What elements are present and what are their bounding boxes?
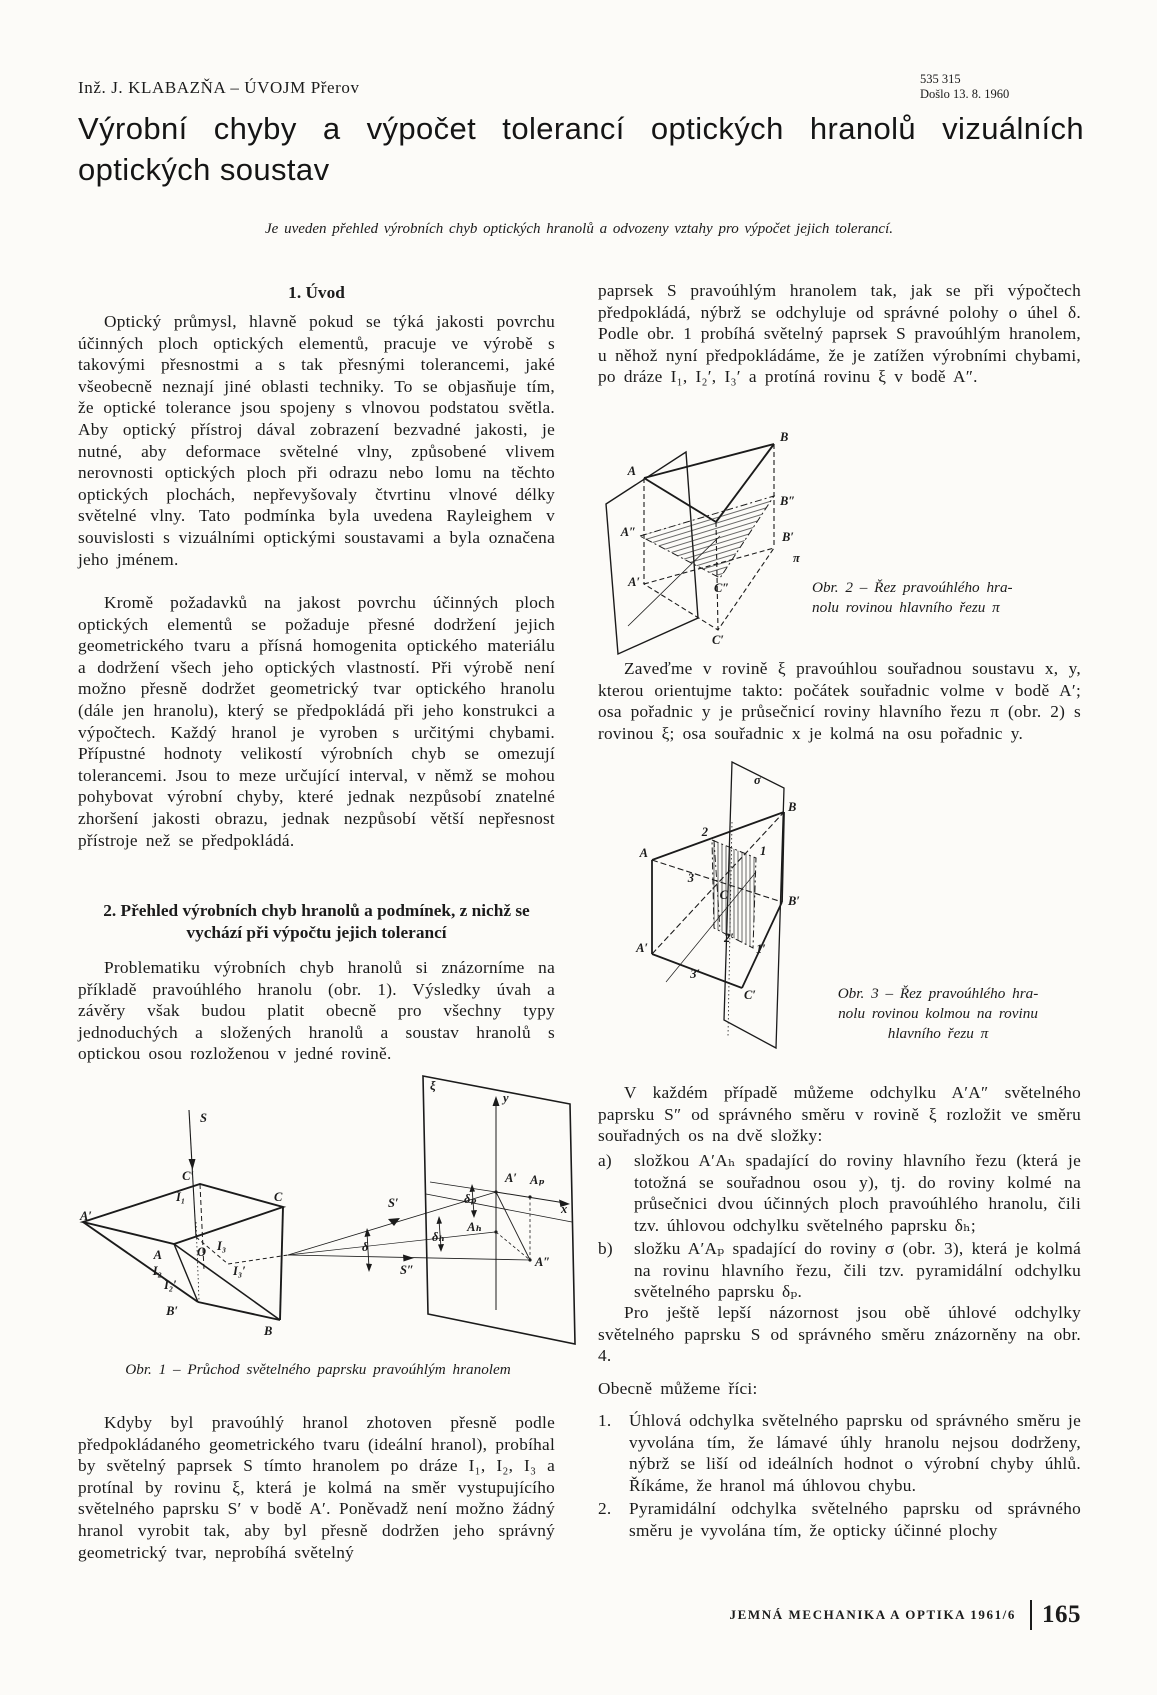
footer-divider — [1030, 1600, 1032, 1630]
figure-3-caption-line3: hlavního řezu π — [887, 1025, 989, 1042]
svg-text:C: C — [719, 888, 728, 902]
paragraph: Kromě požadavků na jakost povrchu účinných ploch optických elementů se požaduje přesné dodržení jejich geometrického tvaru a přísná homogenita optického materiálu a dodržení všech jeho optických vlastností. Při výrobě není možno přesně dodržet geometrický tvar optického hranolu (dále jen hranolu), který se předpokládá při jeho konstrukci a výpočtech. Každý hranol je vyroben s určitými chybami. Přípustné hodnoty velikostí výrobních chyb se omezují tolerancemi. Jsou to meze určující interval, v němž se mohou pohybovat výrobní chyby, které jednak nezpůsobí znatelné zhoršení jakosti obrazu, jednak nezpůsobí větší nepřesnost přístroje než se předpokládá. — [78, 593, 555, 850]
svg-text:B′: B′ — [166, 1304, 178, 1318]
article-title — [78, 108, 1084, 190]
paragraph: paprsek S pravoúhlým hranolem tak, jak se při výpočtech předpokládá, nýbrž se odchyluje od správné polohy o úhel δ. Podle obr. 1 probíhá světelný paprsek S pravoúhlým hranolem, u něhož nyní předpokládáme, že je zatížen výrobními chybami, po dráze I₁, I₂′, I₃′ a protíná rovinu ξ v bodě A″. — [598, 281, 1081, 387]
paragraph: Kdyby byl pravoúhlý hranol zhotoven přesně podle předpokládaného geometrického tvaru (ideální hranol), probíhal by světelný paprsek S tímto hranolem po dráze I₁, I₂, I₃ a protínal by rovinu ξ, která je kolmá na směr vystupujícího světelného paprsku S′ v bodě A′. Poněvadž není možno žádný hranol vyrobit tak, aby byl přesně dodržen jeho správný geometrický tvar, neprobíhá světelný — [78, 1413, 555, 1562]
section-1-heading: 1. Úvod — [288, 283, 345, 302]
svg-text:O: O — [196, 1245, 206, 1259]
list-item-b — [598, 1238, 1081, 1303]
svg-text:C″: C″ — [714, 581, 730, 595]
figure-3-caption — [796, 984, 1080, 1044]
numbered-item-1-marker: 1. — [598, 1411, 612, 1430]
reference-code: 535 315 — [920, 72, 961, 86]
paragraph: V každém případě můžeme odchylku A′A″ světelného paprsku S″ od správného směru v rovině ξ rozložit ve směru souřadných os na dvě složky: — [598, 1083, 1081, 1146]
article-title-line1: Výrobní chyby a výpočet tolerancí optických hranolů vizuálních — [78, 111, 1084, 146]
journal-name: JEMNÁ MECHANIKA A OPTIKA 1961/6 — [729, 1607, 1016, 1622]
svg-text:A′: A′ — [505, 1171, 517, 1185]
paragraph: Pro ještě lepší názornost jsou obě úhlové odchylky světelného paprsku S od správného směru znázorněny na obr. 4. — [598, 1303, 1081, 1366]
numbered-item-2 — [598, 1498, 1081, 1541]
figure-3-caption-line1: Obr. 3 – Řez pravoúhlého hra- — [837, 985, 1039, 1002]
svg-text:σ: σ — [754, 773, 761, 787]
list-item-b-marker: b) — [598, 1239, 613, 1258]
svg-text:Aₕ: Aₕ — [467, 1220, 482, 1234]
svg-text:1′: 1′ — [756, 942, 766, 956]
author-line: Inž. J. KLABAZŇA – ÚVOJM Přerov — [78, 78, 360, 97]
svg-text:π: π — [793, 551, 800, 565]
page-footer — [598, 1600, 1081, 1630]
svg-text:A″: A″ — [620, 525, 636, 539]
numbered-item-1-text: Úhlová odchylka světelného paprsku od správného směru je vyvolána tím, že lámavé úhly hranolu nejsou dodrženy, nýbrž se liší od ideálních hodnot o výrobní chyby úhlů. Říkáme, že hranol má úhlovou chybu. — [629, 1411, 1081, 1495]
svg-text:δₚ: δₚ — [464, 1192, 477, 1206]
figure-3-caption-line2: nolu rovinou kolmou na rovinu — [838, 1005, 1038, 1022]
svg-text:ξ: ξ — [430, 1079, 436, 1093]
svg-text:δ: δ — [362, 1240, 369, 1254]
svg-text:B′: B′ — [788, 894, 800, 908]
list-item-a-text: složkou A′Aₕ spadající do roviny hlavního řezu (která je totožná se souřadnou osou y), tj. do roviny kolmé na průsečnici dvou účinných ploch pravoúhlého hranolu, čili tzv. úhlovou odchylku světelného paprsku δₕ; — [634, 1151, 1081, 1235]
svg-text:I₂′: I₂′ — [164, 1278, 177, 1292]
list-item-a — [598, 1150, 1081, 1236]
svg-text:2: 2 — [701, 825, 708, 839]
svg-text:A′: A′ — [628, 575, 640, 589]
svg-text:Aₚ: Aₚ — [530, 1173, 545, 1187]
page-number: 165 — [1042, 1601, 1081, 1628]
svg-text:B′: B′ — [782, 530, 794, 544]
svg-text:B″: B″ — [780, 494, 796, 508]
svg-text:I₁: I₁ — [176, 1190, 186, 1204]
article-title-line2: optických soustav — [78, 152, 330, 187]
svg-text:A′: A′ — [80, 1209, 92, 1223]
svg-text:B: B — [780, 430, 789, 444]
svg-text:B: B — [788, 800, 797, 814]
paragraph: Obecně můžeme říci: — [598, 1379, 758, 1398]
numbered-item-2-text: Pyramidální odchylka světelného paprsku od správného směru je vyvolána tím, že opticky účinné plochy — [629, 1499, 1081, 1540]
svg-text:C′: C′ — [744, 988, 756, 1002]
svg-text:C: C — [274, 1190, 283, 1204]
svg-text:δₕ: δₕ — [432, 1230, 445, 1244]
svg-text:A′: A′ — [636, 941, 648, 955]
list-item-b-text: složku A′Aₚ spadající do roviny σ (obr. 3), která je kolmá na rovinu hlavního řezu, čili tzv. pyramidální odchylku světelného paprsku δₚ. — [634, 1239, 1081, 1302]
svg-text:I₂: I₂ — [152, 1264, 162, 1278]
svg-text:x: x — [561, 1202, 568, 1216]
svg-text:A: A — [639, 846, 648, 860]
figure-2-caption — [812, 578, 1084, 618]
svg-text:S′: S′ — [388, 1196, 399, 1210]
list-item-a-marker: a) — [598, 1151, 612, 1170]
svg-text:S: S — [200, 1111, 207, 1125]
figure-2-principal-section-diagram — [598, 416, 808, 656]
svg-text:A: A — [627, 464, 636, 478]
abstract: Je uveden přehled výrobních chyb optických hranolů a odvozeny vztahy pro výpočet jejich tolerancí. — [265, 221, 893, 237]
svg-text:I₃: I₃ — [217, 1239, 227, 1253]
figure-1-caption: Obr. 1 – Průchod světelného paprsku pravoúhlým hranolem — [125, 1361, 511, 1378]
svg-text:3: 3 — [687, 871, 694, 885]
figure-2-caption-line1: Obr. 2 – Řez pravoúhlého hra- — [812, 579, 1013, 596]
svg-text:3′: 3′ — [690, 967, 700, 981]
received-date: Došlo 13. 8. 1960 — [920, 87, 1010, 101]
svg-text:C′: C′ — [712, 633, 724, 647]
svg-text:S″: S″ — [400, 1263, 414, 1277]
svg-text:y: y — [503, 1091, 509, 1105]
svg-text:I₃′: I₃′ — [233, 1264, 246, 1278]
numbered-item-1 — [598, 1410, 1081, 1496]
paragraph: Problematiku výrobních chyb hranolů si znázorníme na příkladě pravoúhlého hranolu (obr. 1). Výsledky úvah a závěry však budou platit obecně pro všechny typy jednoduchých a složených hranolů a soustav hranolů s optickou osou rozloženou v jedné rovině. — [78, 958, 555, 1064]
paragraph: Zaveďme v rovině ξ pravoúhlou souřadnou soustavu x, y, kterou orientujme takto: počátek souřadnic volme v bodě A′; osa pořadnic y je průsečnicí roviny hlavního řezu π (obr. 2) s rovinou ξ; osa souřadnic x je kolmá na osu pořadnic y. — [598, 659, 1081, 743]
figure-1-prism-ray-diagram — [78, 1072, 578, 1352]
svg-text:A: A — [153, 1248, 162, 1262]
svg-text:C′: C′ — [182, 1169, 194, 1183]
svg-text:1: 1 — [760, 844, 767, 858]
numbered-item-2-marker: 2. — [598, 1499, 612, 1518]
reference-block — [920, 72, 1090, 102]
section-2-heading: 2. Přehled výrobních chyb hranolů a podmínek, z nichž se vychází při výpočtu jejich tolerancí — [103, 901, 530, 942]
svg-text:2′: 2′ — [724, 931, 734, 945]
paragraph: Optický průmysl, hlavně pokud se týká jakosti povrchu účinných ploch optických elementů, pracuje ve výrobě s takovými přesnostmi a s tak přesnými tolerancemi, jaké všeobecně neznají jiné oblasti techniky. To se objasňuje tím, že optické tolerance jsou spojeny s vlnovou podstatou světla. Aby optický přístroj dával zobrazení bezvadné jakosti, je nutné, aby deformace světelné vlny, způsobené vlivem nerovnosti optických ploch při odrazu nebo lomu na těchto optických plochách, nepřevyšovaly čtvrtinu vlnové délky světelné vlny. Tato podmínka byla uvedena Rayleighem v souvislosti s vizuálními optickými soustavami a byla označena jeho jménem. — [78, 312, 555, 569]
svg-text:A″: A″ — [535, 1255, 551, 1269]
svg-text:B: B — [264, 1324, 273, 1338]
figure-2-caption-line2: nolu rovinou hlavního řezu π — [812, 599, 1000, 616]
